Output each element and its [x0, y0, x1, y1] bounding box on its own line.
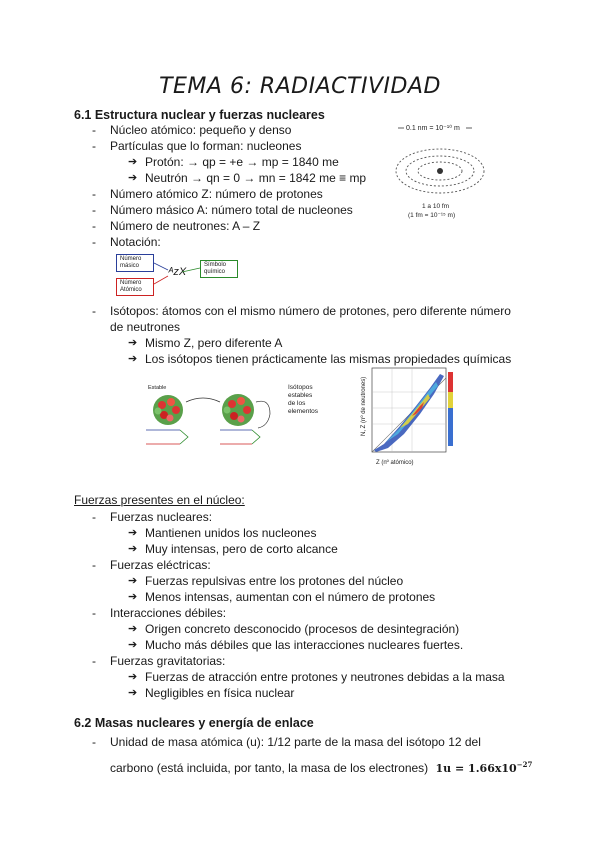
chart-xlabel: Z (nº atómico)	[376, 460, 414, 466]
list-subitem: Protón: → qp = +e → mp = 1840 me	[145, 155, 339, 169]
forces-item: Mantienen unidos los nucleones	[145, 526, 317, 540]
isotope-nuclei-figure	[140, 380, 290, 458]
arrow-icon: ➔	[128, 639, 138, 651]
bullet-dash: -	[92, 139, 96, 153]
bullet-dash: -	[92, 735, 96, 749]
bullet-dash: -	[92, 304, 96, 318]
arrow-icon: ➔	[128, 671, 138, 683]
formula: 1u = 1.66x10	[435, 762, 517, 775]
notation-box-symbol: Símbolo químico	[200, 260, 238, 278]
stable-isotopes-label	[288, 384, 318, 416]
section-heading-2: 6.2 Masas nucleares y energía de enlace	[74, 716, 314, 730]
isotope-label: Estable	[148, 385, 167, 391]
arrow-icon: ➔	[128, 591, 138, 603]
forces-group-name: Fuerzas eléctricas:	[110, 558, 211, 572]
arrow-icon: ➔	[128, 687, 138, 699]
forces-group-name: Fuerzas gravitatorias:	[110, 654, 226, 668]
forces-item: Mucho más débiles que las interacciones nucleares fuertes.	[145, 638, 464, 652]
notation-box-atomic: Número Atómico	[116, 278, 154, 296]
list-subitem: Neutrón → qn = 0 → mn = 1842 me ≡ mp	[145, 171, 367, 185]
forces-item: Negligibles en física nuclear	[145, 686, 295, 700]
list-subitem: Mismo Z, pero diferente A	[145, 336, 283, 350]
nucleus-left	[153, 395, 183, 425]
list-item: Número másico A: número total de nucleones	[110, 203, 353, 217]
forces-item: Origen concreto desconocido (procesos de desintegración)	[145, 622, 460, 636]
bullet-dash: -	[92, 187, 96, 201]
arrow-icon: ➔	[128, 337, 138, 349]
bullet-dash: -	[92, 510, 96, 524]
stable-text-3: de los	[288, 400, 306, 407]
notation-arrows	[116, 254, 242, 296]
bullet-dash: -	[92, 558, 96, 572]
atom-figure	[390, 116, 530, 228]
stable-text-2: estables	[288, 392, 313, 399]
list-item: Isótopos: átomos con el mismo número de protones, pero diferente número	[110, 304, 511, 318]
stability-chart	[356, 364, 456, 470]
arrow-icon: ➔	[128, 575, 138, 587]
arrow-icon: ➔	[128, 543, 138, 555]
arrow-icon: ➔	[128, 527, 138, 539]
atom-scale-bottom-2: (1 fm = 10⁻¹⁵ m)	[408, 212, 456, 219]
list-subitem: Los isótopos tienen prácticamente las mismas propiedades químicas	[145, 352, 512, 366]
bullet-dash: -	[92, 235, 96, 249]
arrow-icon: ➔	[128, 156, 138, 168]
nucleus-right	[222, 394, 254, 426]
list-item: Número atómico Z: número de protones	[110, 187, 323, 201]
nucleus-dot	[437, 168, 443, 174]
forces-item: Fuerzas de atracción entre protones y neutrones debidas a la masa	[145, 670, 505, 684]
chart-frame	[372, 368, 446, 452]
list-item: Notación:	[110, 235, 161, 249]
page-title: TEMA 6: RADIACTIVIDAD	[159, 74, 441, 99]
list-item: Unidad de masa atómica (u): 1/12 parte de la masa del isótopo 12 del	[110, 735, 481, 749]
notation-symbol: ᴬᴢX	[168, 266, 187, 278]
forces-item: Menos intensas, aumentan con el número de protones	[145, 590, 436, 604]
chart-band	[374, 374, 444, 452]
arrow-icon: ➔	[128, 172, 138, 184]
list-item-cont: de neutrones	[110, 320, 181, 334]
list-item: Partículas que lo forman: nucleones	[110, 139, 302, 153]
forces-group-name: Fuerzas nucleares:	[110, 510, 213, 524]
forces-item: Muy intensas, pero de corto alcance	[145, 542, 338, 556]
list-item: Núcleo atómico: pequeño y denso	[110, 123, 292, 137]
arrow-icon: ➔	[128, 623, 138, 635]
list-item-cont	[110, 758, 532, 776]
list-item-text: carbono (está incluida, por tanto, la masa de los electrones)	[110, 761, 429, 775]
forces-item: Fuerzas repulsivas entre los protones del núcleo	[145, 574, 404, 588]
atom-scale-top: 0.1 nm = 10⁻¹⁰ m	[406, 125, 460, 132]
forces-group-name: Interacciones débiles:	[110, 606, 227, 620]
notation-box-mass: Número másico	[116, 254, 154, 272]
bullet-dash: -	[92, 654, 96, 668]
notation-figure	[116, 254, 242, 296]
chart-ylabel: N, Z (nº de neutrones)	[361, 376, 367, 436]
forces-heading: Fuerzas presentes en el núcleo:	[74, 493, 245, 507]
bullet-dash: -	[92, 123, 96, 137]
section-heading-1: 6.1 Estructura nuclear y fuerzas nucleares	[74, 108, 325, 122]
bullet-dash: -	[92, 203, 96, 217]
bullet-dash: -	[92, 219, 96, 233]
atom-scale-bottom-1: 1 a 10 fm	[422, 203, 450, 210]
chart-grid	[372, 368, 446, 452]
stable-text-1: Isótopos	[288, 384, 313, 391]
bullet-dash: -	[92, 606, 96, 620]
arrow-icon: ➔	[128, 353, 138, 365]
formula-exponent: −27	[516, 760, 533, 769]
stable-text-4: elementos	[288, 408, 318, 415]
list-item: Número de neutrones: A – Z	[110, 219, 261, 233]
